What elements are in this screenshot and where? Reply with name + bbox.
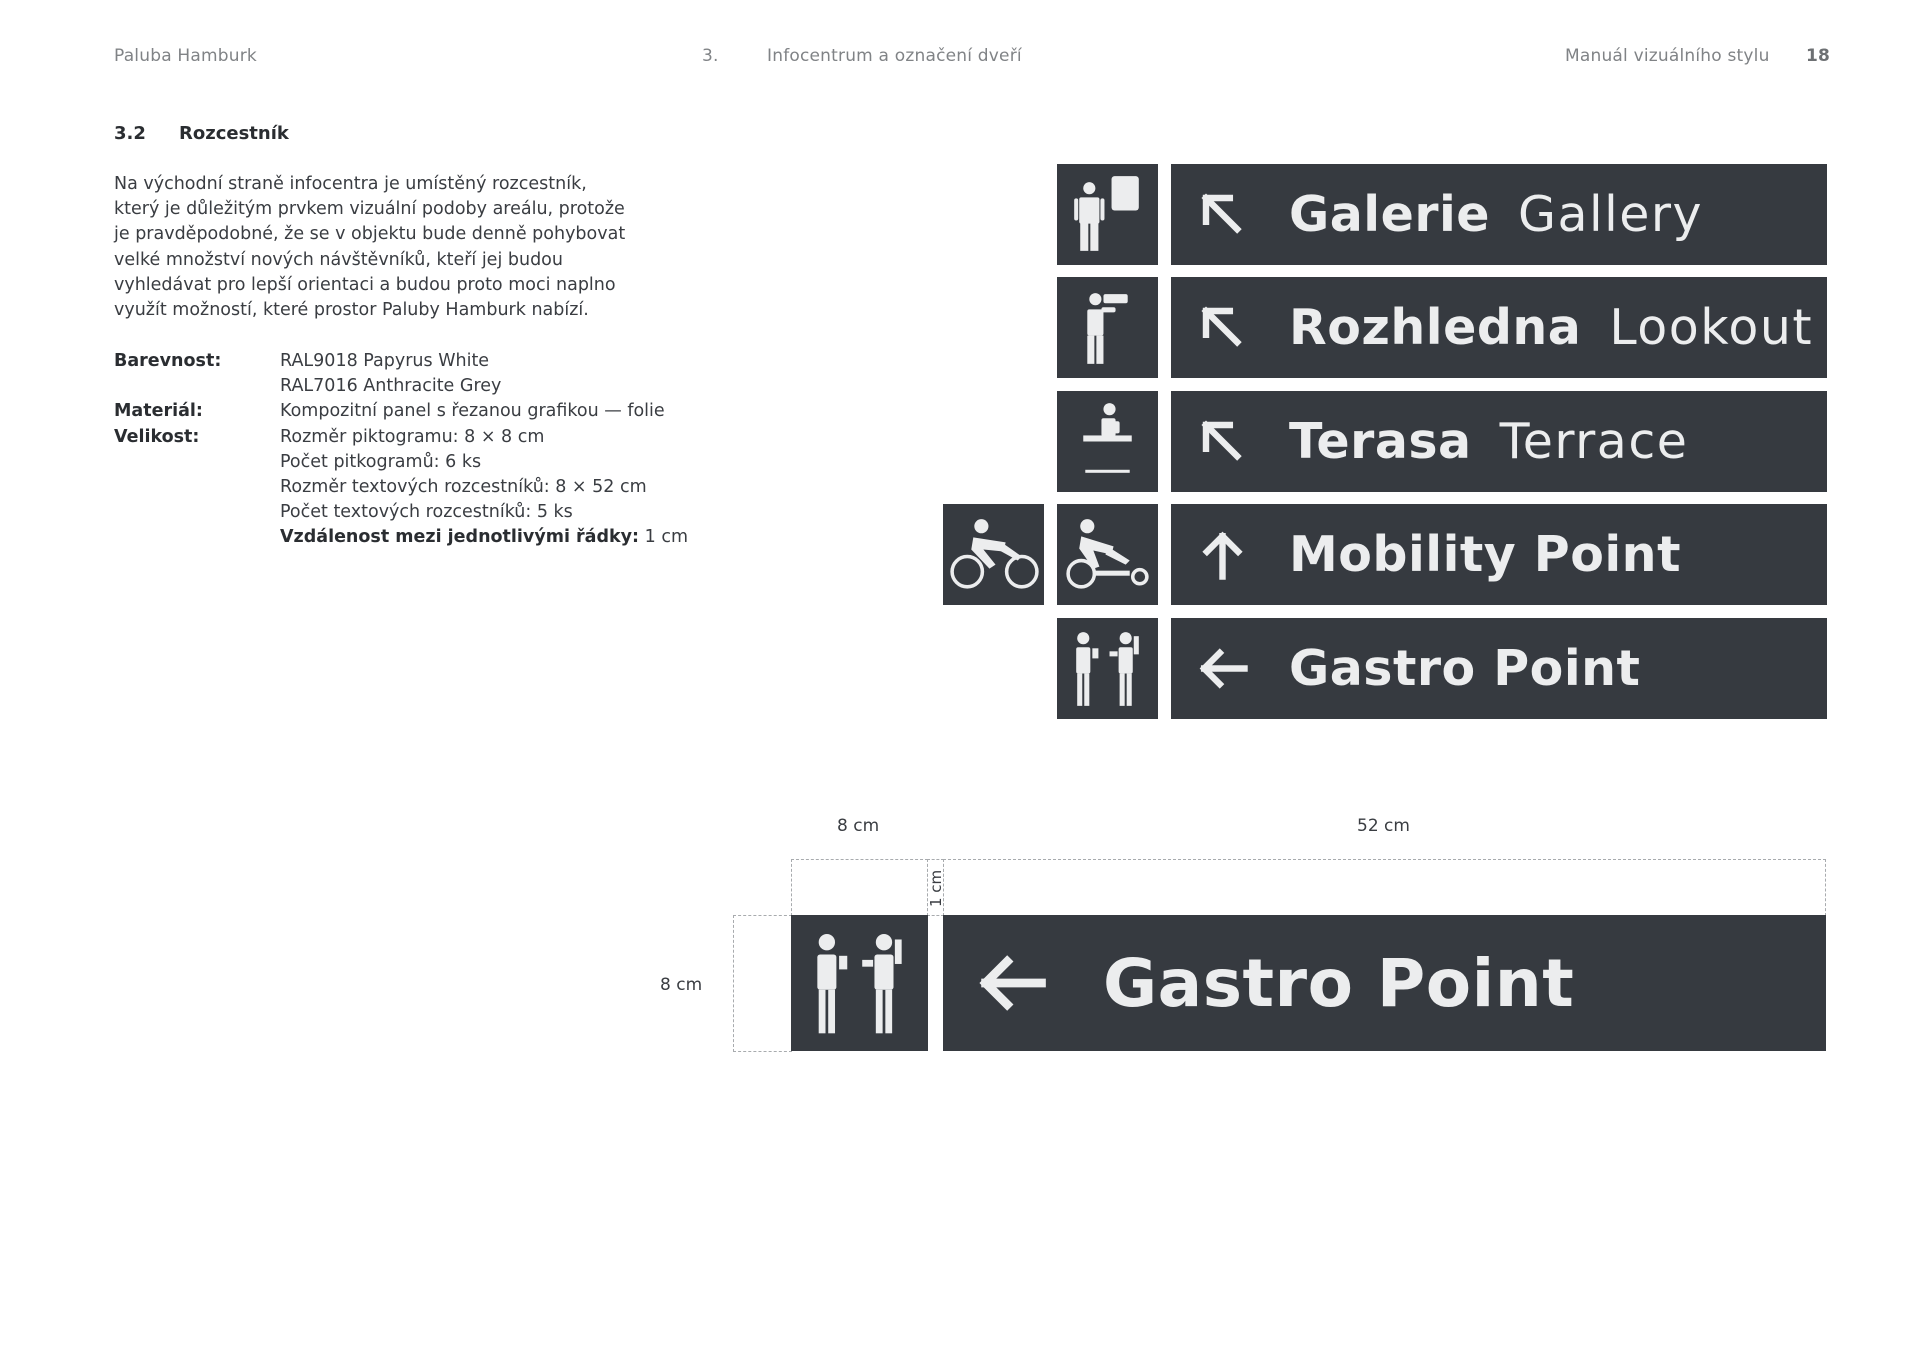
spec-value: Počet textových rozcestníků: 5 ks [280, 502, 573, 523]
dimension-guide-height [733, 915, 792, 1052]
header-manual-title: Manuál vizuálního stylu [1565, 46, 1770, 66]
spec-value-spacing [280, 525, 688, 550]
spec-label: Barevnost: [114, 351, 222, 371]
arrow-up-left-icon [1195, 414, 1250, 469]
pictogram-tile-extra [943, 504, 1044, 605]
arrow-up-left-icon [1195, 300, 1250, 355]
header-chapter-number: 3. [702, 46, 719, 66]
specs-list [114, 349, 688, 551]
intro-line: je pravděpodobné, že se v objektu bude denně pohybovat [114, 224, 626, 245]
sign-label-main: Rozhledna [1289, 299, 1582, 356]
sign-panel-rozhledna [1171, 277, 1827, 378]
intro-line: vyhledávat pro lepší orientaci a budou proto moci naplno [114, 274, 616, 295]
spec-value: Kompozitní panel s řezanou grafikou — folie [280, 401, 665, 422]
gastro-people-icon [1057, 618, 1158, 719]
dimension-panel-width: 52 cm [1357, 816, 1410, 836]
pictogram-tile [1057, 504, 1158, 605]
spacing-value: 1 cm [644, 527, 689, 548]
spec-label: Materiál: [114, 401, 203, 422]
arrow-left-icon [973, 945, 1049, 1021]
sign-panel-mobility [1171, 504, 1827, 605]
spec-value: RAL9018 Papyrus White [280, 351, 490, 371]
dimension-gap: 1 cm [927, 869, 945, 907]
pictogram-tile-large [791, 915, 928, 1051]
sign-label-main: Gastro Point [1103, 944, 1575, 1022]
sign-panel-terasa [1171, 391, 1827, 492]
arrow-up-left-icon [1195, 187, 1250, 242]
sign-label-sub: Gallery [1518, 186, 1704, 243]
sign-label-main: Terasa [1289, 413, 1472, 470]
binoculars-lookout-icon [1057, 277, 1158, 378]
terrace-icon [1057, 391, 1158, 492]
sign-label-sub: Terrace [1499, 413, 1689, 470]
header-brand: Paluba Hamburk [114, 46, 257, 66]
intro-line: velké množství nových návštěvníků, kteří jej budou [114, 249, 563, 270]
intro-line: využít možností, které prostor Paluby Hamburk nabízí. [114, 300, 589, 321]
sign-label-main: Galerie [1289, 186, 1491, 243]
sign-panel-gastro-large [943, 915, 1826, 1051]
spec-value: RAL7016 Anthracite Grey [280, 376, 502, 397]
sign-panel-galerie [1171, 164, 1827, 265]
section-number: 3.2 [114, 123, 146, 144]
gastro-people-icon [791, 915, 928, 1051]
cyclist-icon [943, 504, 1044, 605]
arrow-left-icon [1195, 641, 1250, 696]
dimension-height: 8 cm [660, 975, 703, 995]
spacing-label: Vzdálenost mezi jednotlivými řádky: [280, 527, 640, 548]
page-number: 18 [1806, 46, 1831, 66]
section-name: Rozcestník [179, 123, 289, 144]
spec-row-colors [114, 349, 688, 399]
spec-row-material [114, 399, 688, 424]
spec-value: Počet pitkogramů: 6 ks [280, 451, 482, 472]
sign-panel-gastro [1171, 618, 1827, 719]
pictogram-tile [1057, 277, 1158, 378]
dimension-guide-pictogram [791, 859, 928, 916]
intro-paragraph [114, 172, 674, 323]
sign-label-main: Gastro Point [1289, 640, 1641, 697]
dimension-pictogram-width: 8 cm [837, 816, 880, 836]
arrow-up-icon [1195, 527, 1250, 582]
sign-label-main: Mobility Point [1289, 526, 1681, 583]
scooter-rider-icon [1057, 504, 1158, 605]
spec-value: Rozměr textových rozcestníků: 8 × 52 cm [280, 477, 647, 498]
spec-label: Velikost: [114, 426, 200, 447]
sign-label-sub: Lookout [1609, 299, 1814, 356]
pictogram-tile [1057, 618, 1158, 719]
gallery-visitor-icon [1057, 164, 1158, 265]
dimension-guide-panel [943, 859, 1826, 916]
intro-line: který je důležitým prvkem vizuální podoby areálu, protože [114, 199, 625, 220]
pictogram-tile [1057, 164, 1158, 265]
pictogram-tile [1057, 391, 1158, 492]
intro-line: Na východní straně infocentra je umístěný rozcestník, [114, 174, 587, 194]
section-title [114, 123, 289, 144]
spec-value: Rozměr piktogramu: 8 × 8 cm [280, 426, 545, 447]
spec-row-size [114, 425, 688, 551]
header-chapter-title: Infocentrum a označení dveří [767, 46, 1022, 66]
